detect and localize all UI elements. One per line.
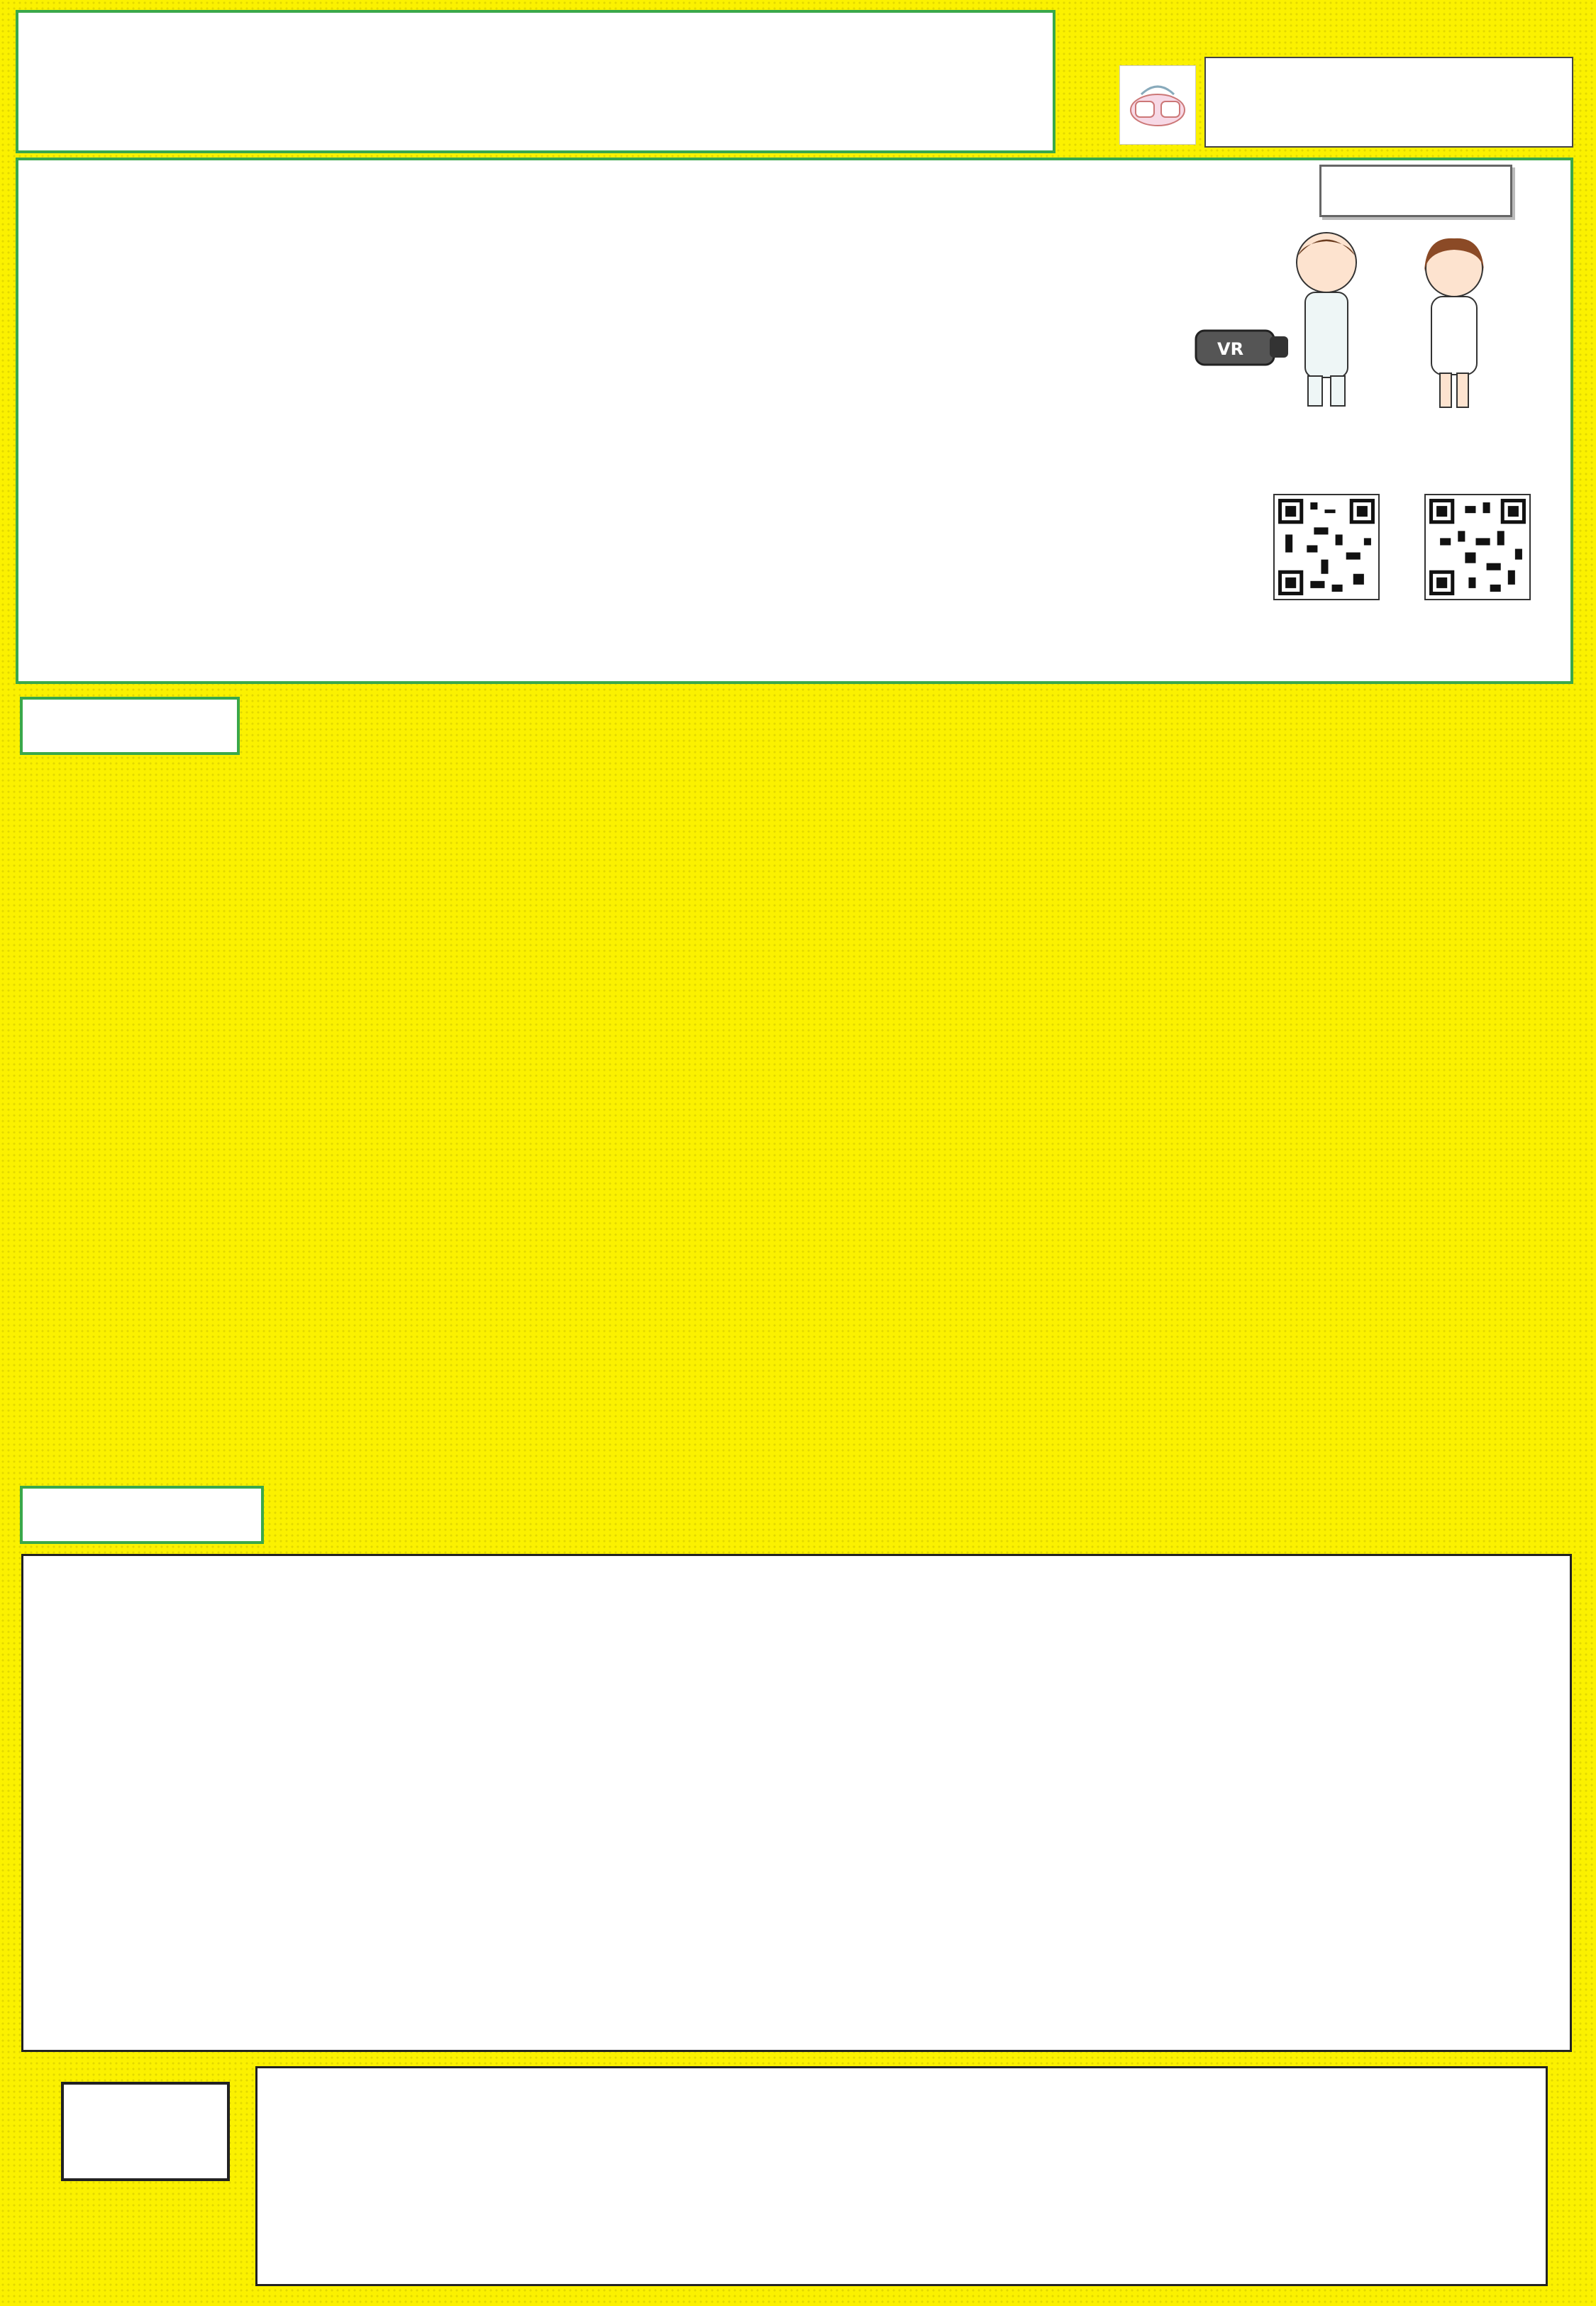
vr-goggles-icon <box>1192 321 1291 375</box>
coop-facilities-table <box>21 1554 1572 2052</box>
content-row <box>37 301 65 335</box>
contact-box <box>255 2066 1548 2286</box>
qr-code-jun-sep[interactable] <box>1273 494 1380 600</box>
target-bullets <box>1204 57 1573 148</box>
nurse-female-illustration <box>1412 233 1497 416</box>
apply-row <box>37 423 48 457</box>
main-title <box>16 10 1055 153</box>
coop-label <box>20 1486 264 1544</box>
program-label <box>20 697 240 755</box>
free-badge <box>1319 165 1512 217</box>
qr-code-oct-dec[interactable] <box>1424 494 1531 600</box>
svg-text:VR: VR <box>1217 339 1244 359</box>
target-row <box>37 342 61 376</box>
goggles-illustration <box>1119 65 1196 145</box>
start-row <box>37 572 55 606</box>
date-row <box>37 175 92 209</box>
contact-label <box>61 2082 230 2181</box>
venue-row <box>37 221 61 255</box>
nurse-male-illustration <box>1284 227 1369 414</box>
